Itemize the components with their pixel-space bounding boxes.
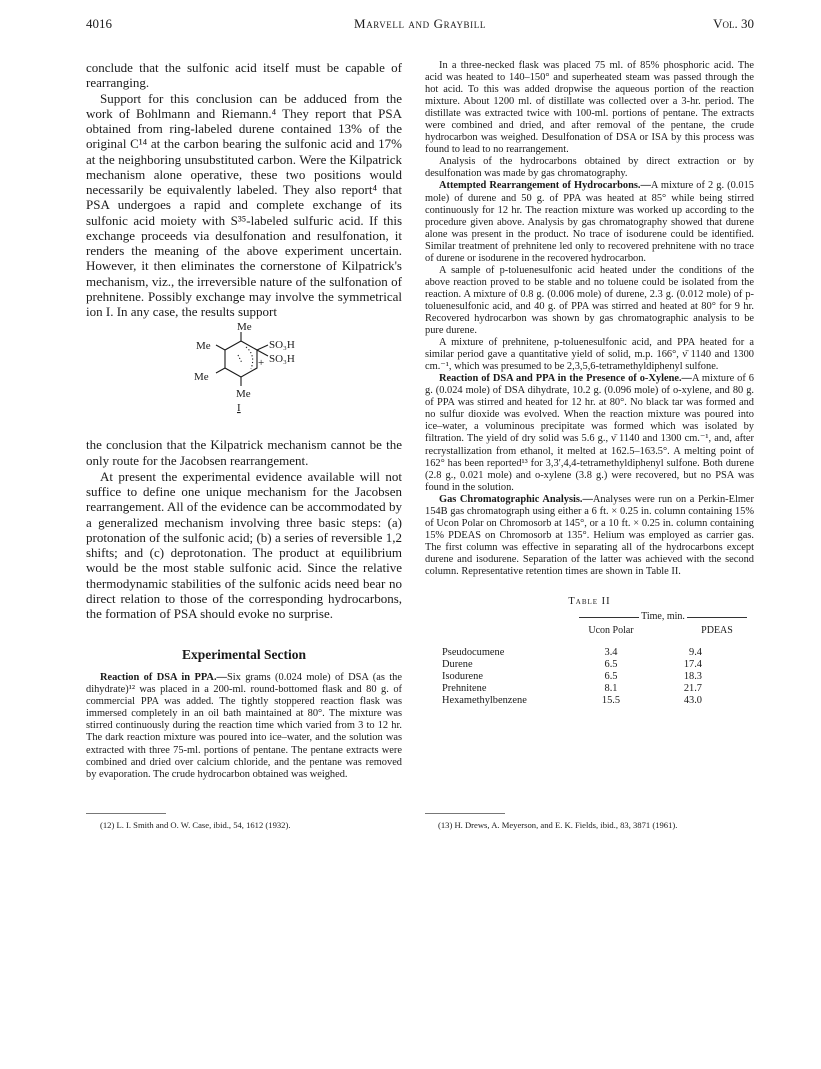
so3h-lower: SO₃H [269, 353, 295, 366]
cell-name: Isodurene [442, 671, 483, 683]
me-bottom: Me [236, 388, 251, 401]
table-row [442, 647, 712, 659]
paragraph: At present the experimental evidence available will not suffice to define one unique mechanism for the Jacobsen rearrangement. All of the evidence can be accommodated by a generalized mechanism involving three basic steps: (a) protonation of the sulfonic acid; (b) a series of reversible 1,2 shifts; and (c) deprotonation. The product at equilibrium would be the most stable sulfonic acid. Since the relative thermodynamic stabilities of the sulfonic acids need bear no direct relation to those of the corresponding hydrocarbons, the formation of PSA should evoke no surprise. [86, 468, 402, 621]
table-row [442, 695, 712, 707]
paragraph [86, 672, 402, 780]
table-row [442, 671, 712, 683]
paragraph: A sample of p-toluenesulfonic acid heated under the conditions of the above reaction proved to be stable and no toluene could be isolated from the reaction. A mixture of 0.8 g. (0.006 mole) of durene, 2.3 g. (0.012 mole) of p-toluenesulfonic acid, and 40 g. of PPA was stirred and heated at 80° for 9 hr. Recovered hydrocarbon was shown by gas chromatographic analysis to be pure durene. [425, 264, 754, 337]
me-top: Me [237, 321, 252, 334]
paragraph-body: Six grams (0.024 mole) of DSA (as the dihydrate)¹² was placed in a 200-ml. round-bottomed flask and 80 g. of commercial PPA was added. The tightly stoppered reaction flask was immersed completely in an oil bath maintained at 80°. The mixture was stirred continuously during the reaction time which varied from 3 to 12 hr. The dark reaction mixture was poured into ice–water, and the solution was extracted with three 75-ml. portions of pentane. The pentane extracts were combined and dried over calcium chloride, and the pentane was removed by evaporation. The crude hydrocarbon obtained was weighed. [86, 672, 402, 780]
cell-ucon: 8.1 [604, 683, 618, 695]
run-in-heading: Reaction of DSA in PPA.— [100, 672, 227, 684]
paragraph: Analysis of the hydrocarbons obtained by direct extraction or by desulfonation was made by gas chromatography. [425, 156, 754, 180]
paragraph-body: A mixture of 2 g. (0.015 mole) of durene and 50 g. of PPA was heated at 85° while being stirred continuously for 12 hr. The reaction mixture was worked up according to the procedure given above. Analysis by gas chromatography showed that durene alone was present in the product. No trace of isodurene could be identified. Similar treatment of prehnitene led only to recovered prehnitene with no trace of durene or isodurene in the recovered hydrocarbon. [425, 180, 754, 264]
paragraph-body: Analyses were run on a Perkin-Elmer 154B gas chromatograph using either a 6 ft. × 0.25 in. column containing 15% of Ucon Polar on Chromosorb at 145°, or a 10 ft. × 0.25 in. column containing 15% PDEAS on Chromosorb at 135°. Helium was employed as carrier gas. The first column was effective in separating all of the hydrocarbons except durene and isodurene. Separation of the latter was achieved with the second column. Representative retention times are shown in Table II. [425, 493, 754, 577]
left-column [86, 60, 402, 781]
table-caption: Table II [568, 596, 611, 608]
cell-pdeas: 43.0 [683, 695, 702, 707]
run-in-heading: Gas Chromatographic Analysis.— [439, 493, 593, 505]
me-left-upper: Me [196, 340, 211, 353]
column-header-ucon: Ucon Polar [588, 625, 634, 637]
cell-pdeas: 9.4 [689, 647, 702, 659]
column-header-pdeas: PDEAS [701, 625, 733, 637]
run-in-heading: Reaction of DSA and PPA in the Presence of o-Xylene.— [439, 373, 692, 385]
right-column [425, 60, 754, 707]
cell-name: Hexamethylbenzene [442, 695, 527, 707]
running-header [86, 16, 754, 34]
paragraph [425, 180, 754, 264]
paragraph [425, 373, 754, 493]
page-number: 4016 [86, 16, 112, 31]
compound-label: I [237, 402, 241, 415]
cell-ucon: 15.5 [601, 695, 621, 707]
cell-ucon: 6.5 [604, 671, 618, 683]
group-header: Time, min. [641, 611, 685, 623]
cell-ucon: 6.5 [604, 659, 618, 671]
paragraph-body: A mixture of 6 g. (0.024 mole) of DSA dihydrate, 10.2 g. (0.096 mole) of o-xylene, and 80 g. of PPA was stirred and heated for 12 hr. at 80°. No black tar was formed and no sulfur dioxide was evolved. When the reaction mixture was poured into ice–water, a voluminous precipitate was formed which was isolated by filtration. The yield of dry solid was 5.6 g., ν̄ 1140 and 1300 cm.⁻¹, and, after recrystallization from ethanol, it melted at 162.5–163.5°. A melting point of 162° has been reported¹³ for 3,3′,4,4-tetramethyldiphenyl sulfone. Both durene (2.8 g., 0.021 mole) and o-xylene (3.8 g.) were recovered, but no PSA was found in the solution. [425, 373, 754, 493]
plus-charge: + [258, 357, 265, 370]
cell-name: Prehnitene [442, 683, 487, 695]
run-in-heading: Attempted Rearrangement of Hydrocarbons.— [439, 180, 651, 192]
so3h-upper: SO₃H [269, 339, 295, 352]
footnote: (12) L. I. Smith and O. W. Case, ibid., 54, 1612 (1932). [100, 820, 291, 830]
cell-name: Durene [442, 659, 473, 671]
cell-name: Pseudocumene [442, 647, 505, 659]
table-row [442, 659, 712, 671]
paragraph: In a three-necked flask was placed 75 ml. of 85% phosphoric acid. The acid was heated to 140–150° and superheated steam was passed through the hot acid. To this was added dropwise the aqueous portion of the reaction mixture. About 1200 ml. of distillate was collected over a 3-hr. period. The distillate was extracted twice with 100-ml. portions of pentane. The extracts were combined and dried, and after removal of the pentane, the crude hydrocarbon was weighed. Desulfonation of DSA or ISA by this process was found to lead to no rearrangement. [425, 60, 754, 156]
volume-label: Vol. 30 [713, 16, 754, 31]
section-title: Experimental Section [181, 647, 307, 663]
footnote: (13) H. Drews, A. Meyerson, and E. K. Fields, ibid., 83, 3871 (1961). [438, 820, 678, 830]
paragraph: Support for this conclusion can be adduced from the work of Bohlmann and Riemann.⁴ They report that PSA obtained from ring-labeled durene contained 13% of the original C¹⁴ at the carbon bearing the sulfonic acid and 17% at the neighboring unsubstituted carbon. Were the Kilpatrick mechanism alone operative, these two positions would necessarily be equivalently labeled. They also report⁴ that PSA undergoes a rapid and complete exchange of its sulfonic acid moiety with S³⁵-labeled sulfuric acid. If this exchange proceeds via desulfonation and resulfonation, it renders the meaning of the above experiment uncertain. However, it then eliminates the cornerstone of Kilpatrick's mechanism, viz., the irreversible nature of the sulfonation of prehnitene. Possibly exchange may involve the symmetrical ion I. In any case, the results support [86, 90, 402, 319]
cell-pdeas: 17.4 [683, 659, 702, 671]
running-title: Marvell and Graybill [354, 16, 486, 31]
footnote-rule [425, 813, 505, 814]
cell-ucon: 3.4 [604, 647, 618, 659]
retention-table [442, 647, 712, 707]
cell-pdeas: 18.3 [683, 671, 702, 683]
footnote-rule [86, 813, 166, 814]
cell-pdeas: 21.7 [683, 683, 702, 695]
structure-drawing [86, 319, 402, 437]
table-header [425, 611, 754, 641]
paragraph: A mixture of prehnitene, p-toluenesulfonic acid, and PPA heated for a similar period gave a quantitative yield of solid, m.p. 166°, ν̄ 1140 and 1300 cm.⁻¹, which was presumed to be 2,3,5,6-tetramethyldiphenyl sulfone. [425, 337, 754, 373]
me-left-lower: Me [194, 371, 209, 384]
table-row [442, 683, 712, 695]
paragraph: conclude that the sulfonic acid itself must be capable of rearranging. [86, 60, 402, 91]
paragraph [425, 494, 754, 578]
chemical-structure-I [86, 319, 402, 437]
paragraph: the conclusion that the Kilpatrick mechanism cannot be the only route for the Jacobsen rearrangement. [86, 437, 402, 468]
